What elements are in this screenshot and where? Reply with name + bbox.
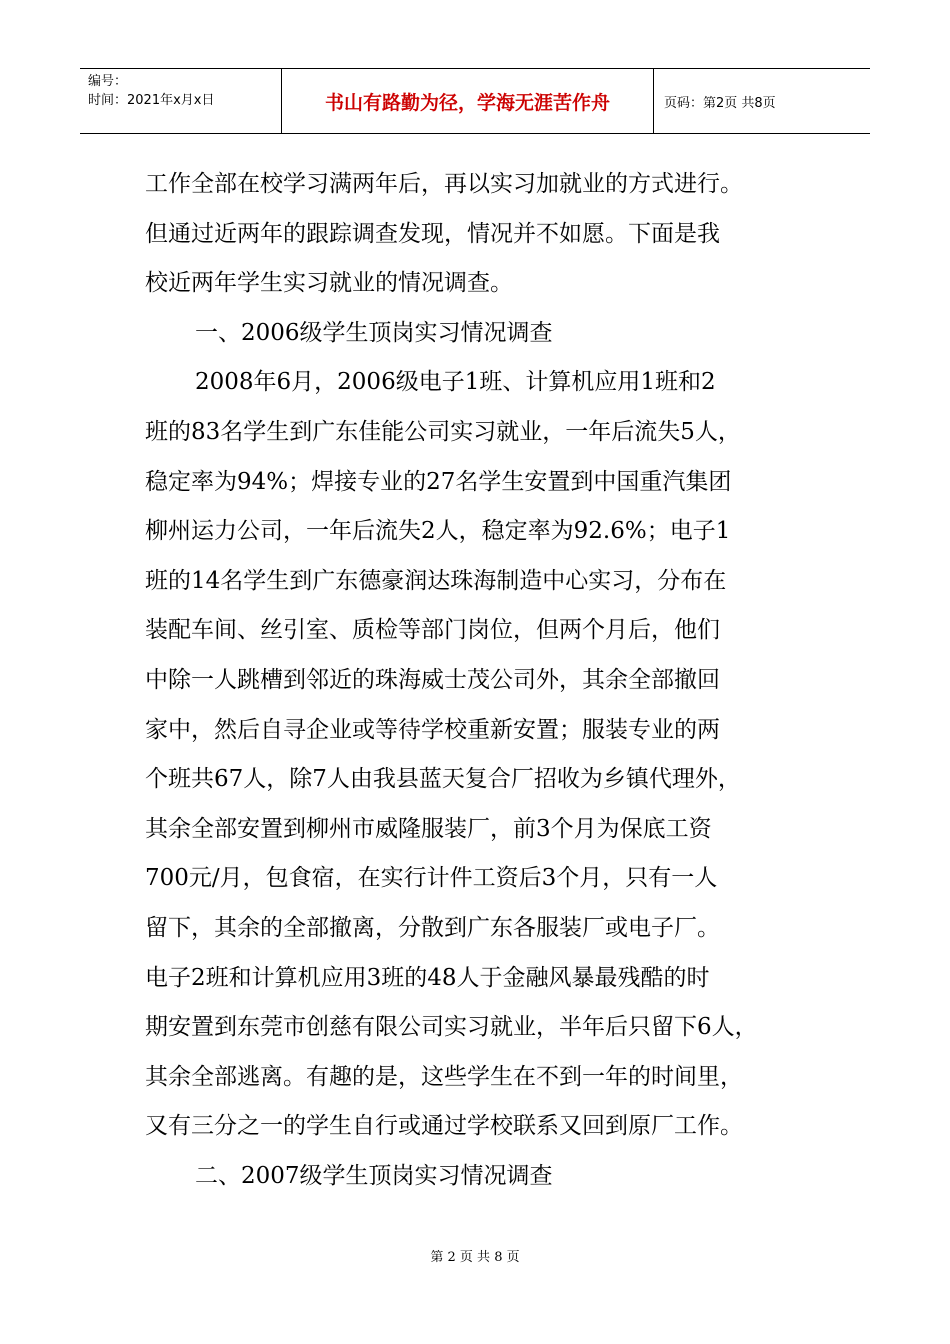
body-line: 班的14名学生到广东德豪润达珠海制造中心实习，分布在 [145, 567, 727, 594]
body-line: 中除一人跳槽到邻近的珠海威士茂公司外，其余全部撤回 [145, 666, 720, 693]
document-date: 时间：2021年x月x日 [88, 93, 215, 108]
body-line: 班的83名学生到广东佳能公司实习就业，一年后流失5人， [145, 418, 741, 445]
body-line: 电子2班和计算机应用3班的48人于金融风暴最残酷的时 [145, 964, 710, 991]
page-header [80, 68, 870, 134]
page-footer: 第 2 页 共 8 页 [430, 1250, 520, 1265]
document-body [145, 160, 835, 1201]
section-heading-1: 一、2006级学生顶岗实习情况调查 [195, 319, 553, 346]
section-heading-2: 二、2007级学生顶岗实习情况调查 [195, 1162, 553, 1189]
body-line: 柳州运力公司，一年后流失2人，稳定率为92.6%；电子1 [145, 518, 731, 545]
body-line: 装配车间、丝引室、质检等部门岗位，但两个月后，他们 [145, 617, 720, 644]
body-line: 家中，然后自寻企业或等待学校重新安置；服装专业的两 [145, 716, 720, 743]
body-line: 其余全部安置到柳州市威隆服装厂，前3个月为保底工资 [145, 815, 712, 842]
header-motto: 书山有路勤为径，学海无涯苦作舟 [282, 69, 654, 133]
body-line: 又有三分之一的学生自行或通过学校联系又回到原厂工作。 [145, 1113, 743, 1140]
header-meta [80, 69, 282, 133]
body-line: 稳定率为94%；焊接专业的27名学生安置到中国重汽集团 [145, 468, 732, 495]
body-line: 校近两年学生实习就业的情况调查。 [145, 270, 513, 297]
body-line: 但通过近两年的跟踪调查发现，情况并不如愿。下面是我 [145, 220, 720, 247]
header-page-info: 页码：第2页 共8页 [664, 95, 776, 111]
body-line: 其余全部逃离。有趣的是，这些学生在不到一年的时间里， [145, 1063, 743, 1090]
body-line: 工作全部在校学习满两年后，再以实习加就业的方式进行。 [145, 171, 743, 197]
document-number-label: 编号： [88, 74, 128, 89]
body-line: 个班共67人，除7人由我县蓝天复合厂招收为乡镇代理外， [145, 766, 741, 793]
body-line: 700元/月，包食宿，在实行计件工资后3个月，只有一人 [145, 865, 718, 892]
body-line: 留下，其余的全部撤离，分散到广东各服装厂或电子厂。 [145, 914, 720, 941]
body-line: 期安置到东莞市创慈有限公司实习就业，半年后只留下6人， [145, 1014, 758, 1041]
body-line: 2008年6月，2006级电子1班、计算机应用1班和2 [195, 369, 716, 396]
